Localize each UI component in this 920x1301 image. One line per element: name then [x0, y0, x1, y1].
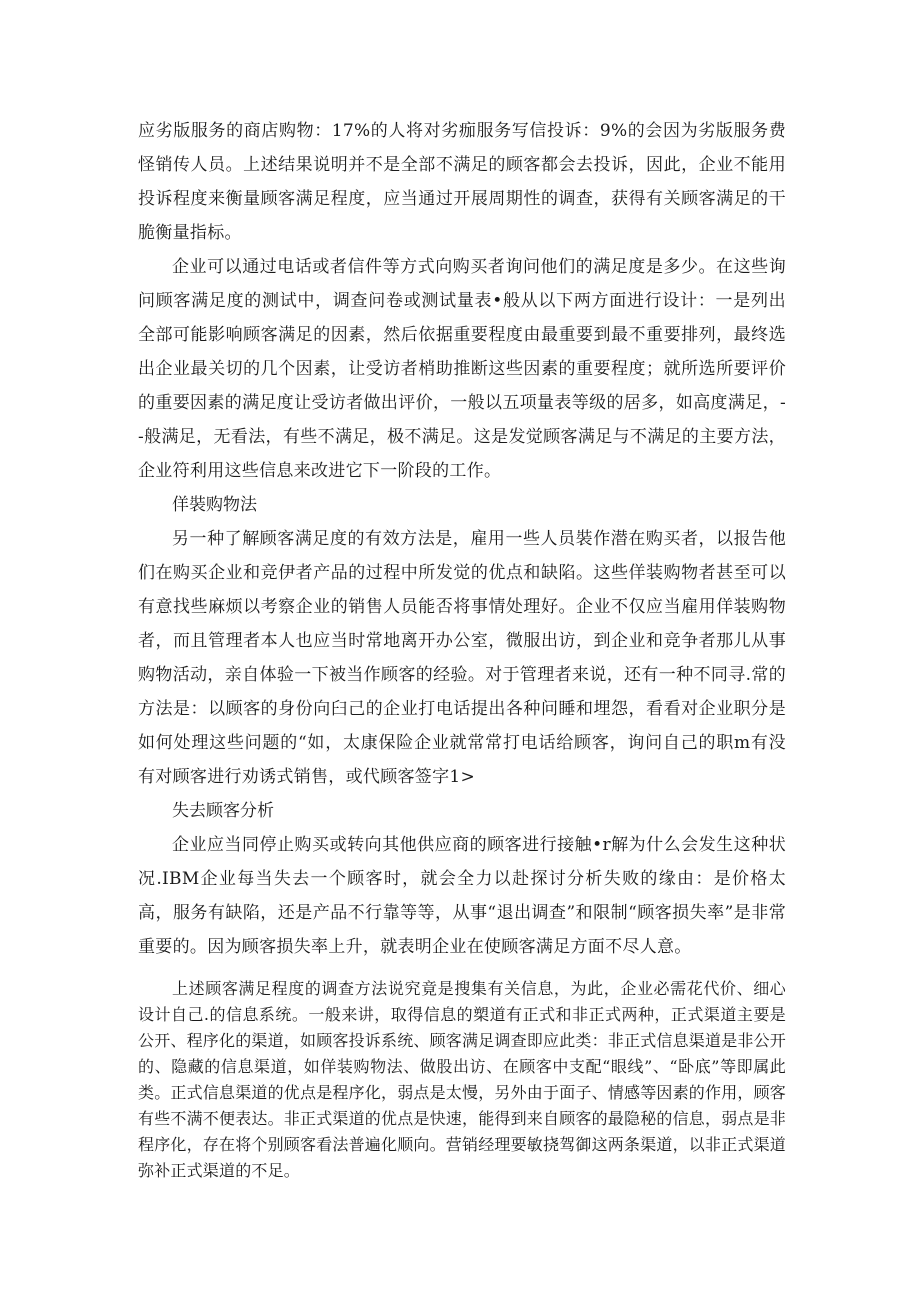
paragraph-mystery-shopping: 另一种了解顾客满足度的有效方法是，雇用一些人员裝作潜在购买者，以报告他们在购买企业和竞伊者产品的过程中所发觉的优点和缺陷。这些佯装购物者甚至可以有意找些麻烦以考察企业的销售人员能否将事情处理好。企业不仅应当雇用佯装购物者，而且管理者本人也应当时常地离开办公室，微服出访，到企业和竞争者那儿从事购物活动，亲自体验一下被当作顾客的经验。对于管理者来说，还有一种不同寻.常的方法是：以顾客的身份向臼己的企业打电话提出各种问睡和埋怨，看看对企业职分是如何处理这些问题的“如，太康保险企业就常常打电话给顾客，询问自己的职m有没有对顾客进行劝诱式销售，或代顾客签字1> [138, 529, 786, 787]
paragraph-continuation: 应劣版服务的商店购物：17%的人将对劣痂服务写信投诉：9%的会因为劣版服务费怪销传人员。上述结果说明并不是全部不满足的顾客都会去投诉，因此，企业不能用投诉程度来衡量顾客满足程度，应当通过开展周期性的调查，获得有关顾客满足的干脆衡量指标。 [138, 121, 786, 243]
paragraph-lost-customer-analysis: 企业应当同停止购买或转向其他供应商的顾客进行接触•r解为什么会发生这种状况.IBM企业每当失去一个顾客时，就会全力以赴探讨分析失败的缘由：是价格太高，服务有缺陷，还是产品不行靠等等，从事“退出调查”和限制“顾客损失率”是非常重要的。因为顾客损失率上升，就表明企业在使顾客满足方面不尽人意。 [138, 835, 786, 957]
paragraph-survey-methods: 企业可以通过电话或者信件等方式向购买者询问他们的满足度是多少。在这些询问顾客满足度的测试中，调查问卷或测试量表•般从以下两方面进行设计：一是列出全部可能影响顾客满足的因素，然后依据重要程度由最重要到最不重要排列，最终选出企业最关切的几个因素，让受访者梢助推断这些因素的重要程度；就所选所要评价的重要因素的满足度让受访者做出评价，一般以五项量表等级的居多，如高度满足，--般满足，无看法，有些不满足，极不满足。这是发觉顾客满足与不满足的主要方法，企业符利用这些信息来改进它下一阶段的工作。 [138, 257, 786, 481]
section-heading-lost-customer-analysis: 失去顾客分析 [172, 801, 274, 821]
section-heading-mystery-shopping: 佯裝购物法 [172, 495, 257, 515]
document-body [138, 114, 786, 1200]
paragraph-information-channels: 上述顾客满足程度的调查方法说究竟是搜集有关信息，为此，企业必需花代价、细心设计自己.的信息系统。一般来讲，取得信息的槊道有正式和非正式两种，正式渠道主要是公开、程序化的渠道，如顾客投诉系统、顾客满足调查即应此类：非正式信息渠道是非公开的、隐藏的信息渠道，如佯装购物法、做股出访、在顾客中支配“眼线”、“卧底”等即属此类。正式信息渠道的优点是程序化，弱点是太慢，另外由于面子、情感等因素的作用，顾客有些不满不便表达。非正式渠道的优点是快速，能得到来自顾客的最隐秘的信息，弱点是非程序化，存在将个别顾客看法普遍化顺向。营销经理要敏挠驾御这两条渠道，以非正式渠道弥补正式渠道的不足。 [138, 979, 787, 1180]
